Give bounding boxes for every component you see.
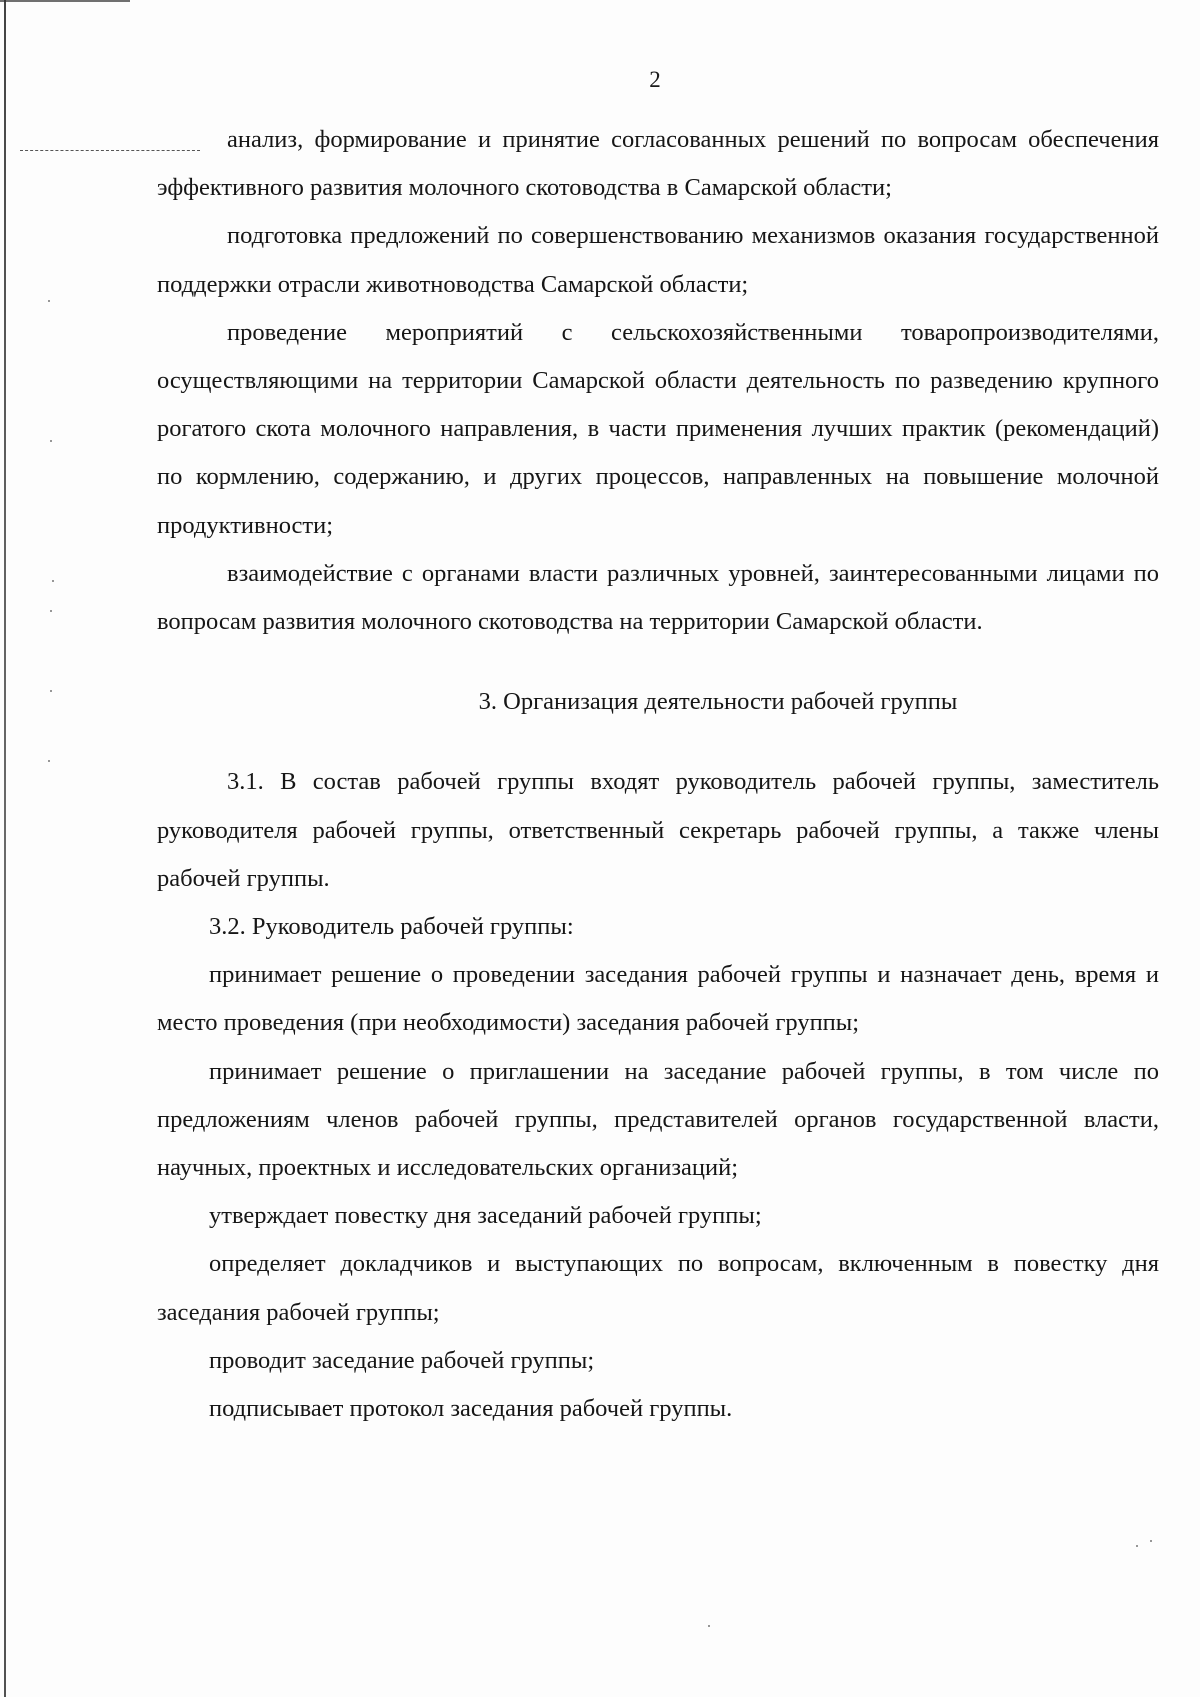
- scan-speck: [48, 760, 50, 762]
- paragraph-analysis: [157, 116, 1159, 212]
- paragraph-3-2: 3.2. Руководитель рабочей группы:: [209, 913, 574, 941]
- paragraph-3-1: 3.1. В состав рабочей группы входят руководитель рабочей группы, заместитель руководителя рабочей группы, ответственный секретарь рабочей группы, а также члены рабочей группы.: [157, 768, 1159, 892]
- paragraph-proposals: подготовка предложений по совершенствованию механизмов оказания государственной поддержки отрасли животноводства Самарской области;: [157, 222, 1159, 298]
- scan-speck: [48, 300, 50, 302]
- paragraph-signs: подписывает протокол заседания рабочей группы.: [209, 1395, 733, 1423]
- paragraph-speakers: определяет докладчиков и выступающих по вопросам, включенным в повестку дня заседания рабочей группы;: [157, 1250, 1159, 1326]
- paragraph-invitation-decision: принимает решение о приглашении на заседание рабочей группы, в том числе по предложениям членов рабочей группы, представителей органов государственной власти, научных, проектных и исследовательских организаций;: [157, 1057, 1159, 1182]
- paragraph-agenda: утверждает повестку дня заседаний рабочей группы;: [209, 1202, 762, 1230]
- scan-speck: [50, 690, 52, 692]
- paragraph-conducts: проводит заседание рабочей группы;: [209, 1346, 595, 1374]
- paragraph-events: проведение мероприятий с сельскохозяйственными товаропроизводителями, осуществляющими на территории Самарской области деятельность по разведению крупного рогатого скота молочного направления, в части применения лучших практик (рекомендаций) по кормлению, содержанию, и других процессов, направленных на повышение молочной продуктивности;: [157, 318, 1159, 539]
- paragraph-text: анализ, формирование и принятие согласованных решений по вопросам обеспечения эффективного развития молочного скотоводства в Самарской области;: [157, 126, 1159, 202]
- scan-speck: [1136, 1545, 1138, 1547]
- scan-speck: [1150, 1540, 1152, 1542]
- scan-speck: [50, 440, 52, 442]
- scan-speck: [50, 610, 52, 612]
- scan-top-line: [0, 0, 130, 2]
- document-body: [157, 116, 1159, 1433]
- paragraph-interaction: взаимодействие с органами власти различных уровней, заинтересованными лицами по вопросам развития молочного скотоводства на территории Самарской области.: [157, 559, 1159, 636]
- scan-edge-shadow: [4, 0, 6, 1697]
- scan-speck: [708, 1625, 710, 1627]
- section-heading: [157, 678, 1159, 726]
- section-heading-text: 3. Организация деятельности рабочей группы: [478, 688, 958, 716]
- scan-speck: [52, 580, 54, 582]
- paragraph-meeting-decision: принимает решение о проведении заседания рабочей группы и назначает день, время и место проведения (при необходимости) заседания рабочей группы;: [157, 961, 1159, 1037]
- page-number: 2: [649, 67, 661, 92]
- leading-dashes: [20, 150, 200, 152]
